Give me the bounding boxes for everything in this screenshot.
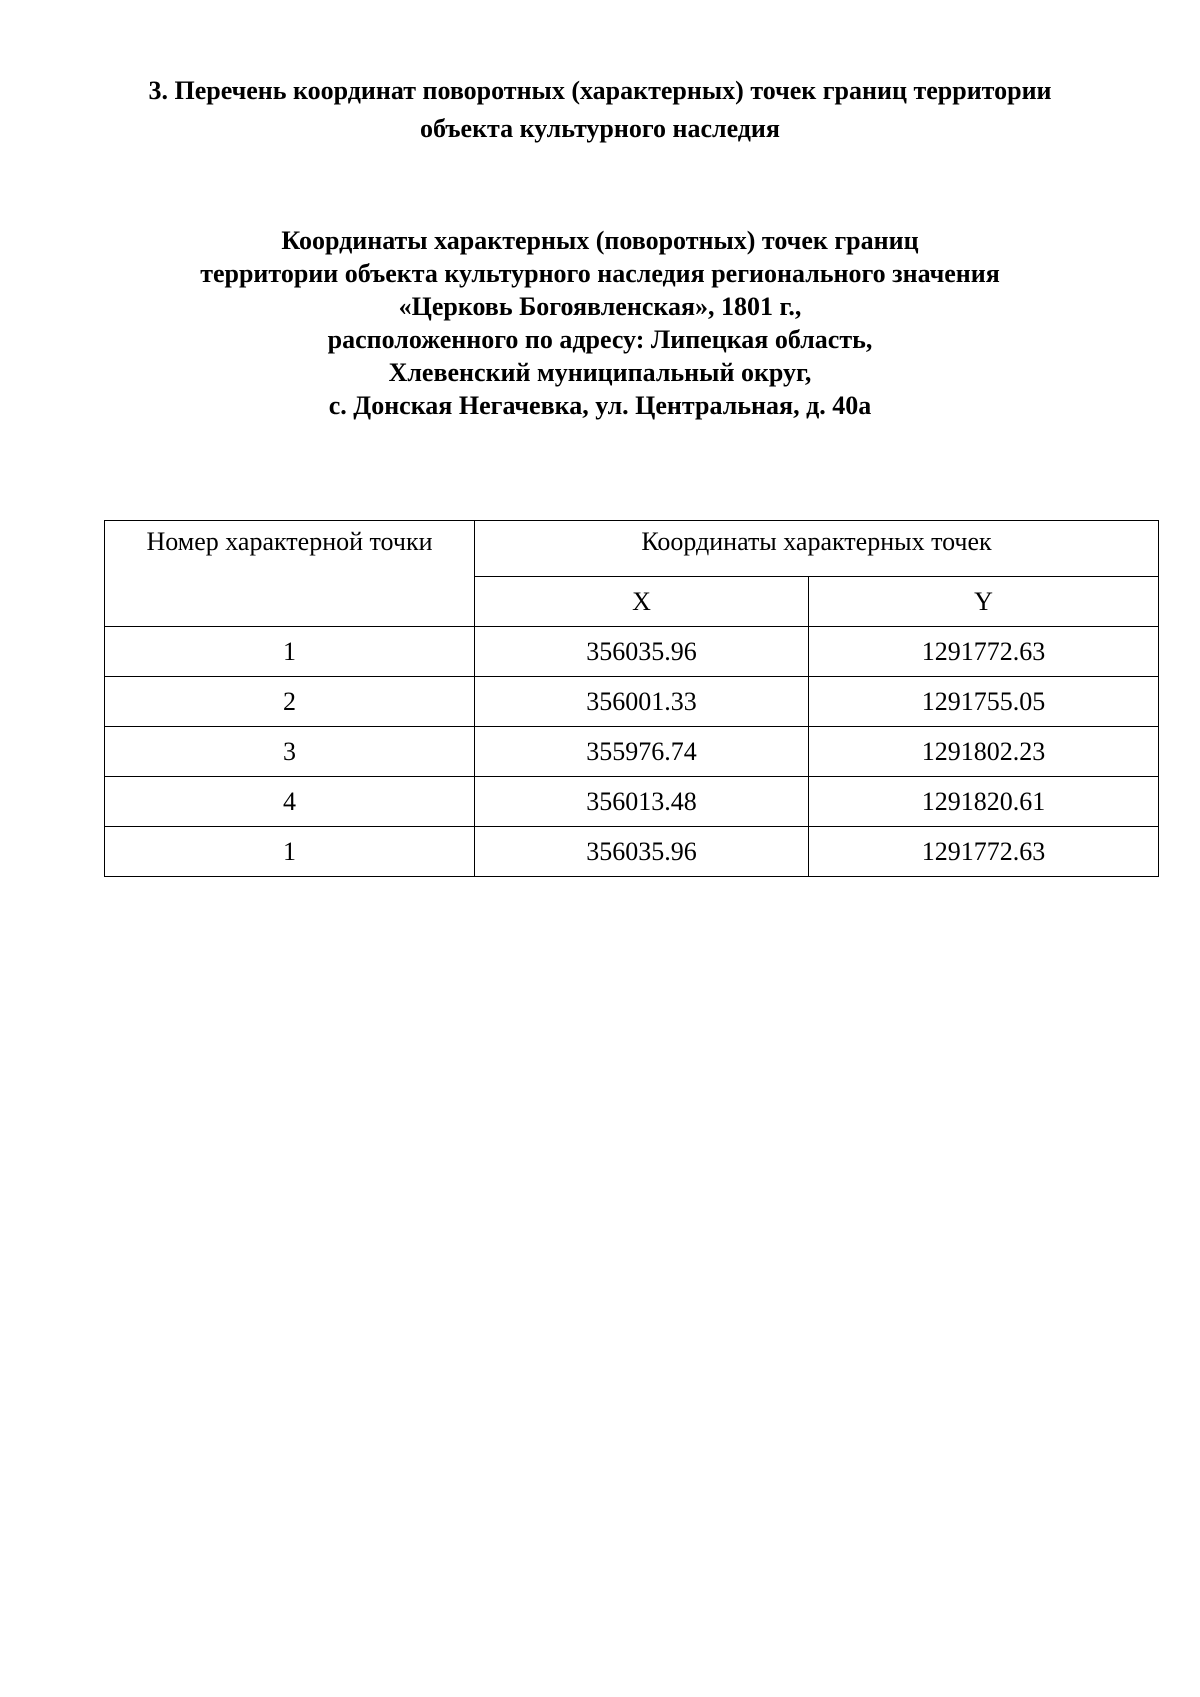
heading-line: «Церковь Богоявленская», 1801 г., <box>398 292 802 321</box>
cell-point-number: 1 <box>105 827 475 877</box>
cell-y: 1291772.63 <box>809 627 1159 677</box>
cell-point-number: 1 <box>105 627 475 677</box>
heading-line: территории объекта культурного наследия регионального значения <box>200 259 1000 288</box>
cell-point-number: 2 <box>105 677 475 727</box>
heading-line: Хлевенский муниципальный округ, <box>388 358 812 387</box>
table-row <box>105 827 1159 877</box>
cell-point-number: 3 <box>105 727 475 777</box>
cell-x: 356035.96 <box>475 827 809 877</box>
column-header-coordinates: Координаты характерных точек <box>475 521 1159 577</box>
column-header-x: X <box>475 577 809 627</box>
cell-x: 355976.74 <box>475 727 809 777</box>
column-header-point-number: Номер характерной точки <box>105 521 475 627</box>
table-row <box>105 727 1159 777</box>
cell-x: 356013.48 <box>475 777 809 827</box>
cell-x: 356001.33 <box>475 677 809 727</box>
column-header-y: Y <box>809 577 1159 627</box>
coordinates-table <box>104 520 1159 877</box>
coordinates-heading <box>100 224 1100 422</box>
heading-line: Координаты характерных (поворотных) точек границ <box>281 226 919 255</box>
table-row <box>105 777 1159 827</box>
table-row <box>105 627 1159 677</box>
cell-point-number: 4 <box>105 777 475 827</box>
cell-y: 1291755.05 <box>809 677 1159 727</box>
cell-y: 1291820.61 <box>809 777 1159 827</box>
heading-line: расположенного по адресу: Липецкая область, <box>327 325 873 354</box>
heading-line: с. Донская Негачевка, ул. Центральная, д. 40а <box>328 391 872 420</box>
table-row <box>105 677 1159 727</box>
section-title: 3. Перечень координат поворотных (характерных) точек границ территории объекта культурного наследия <box>148 76 1052 143</box>
cell-y: 1291772.63 <box>809 827 1159 877</box>
cell-y: 1291802.23 <box>809 727 1159 777</box>
cell-x: 356035.96 <box>475 627 809 677</box>
